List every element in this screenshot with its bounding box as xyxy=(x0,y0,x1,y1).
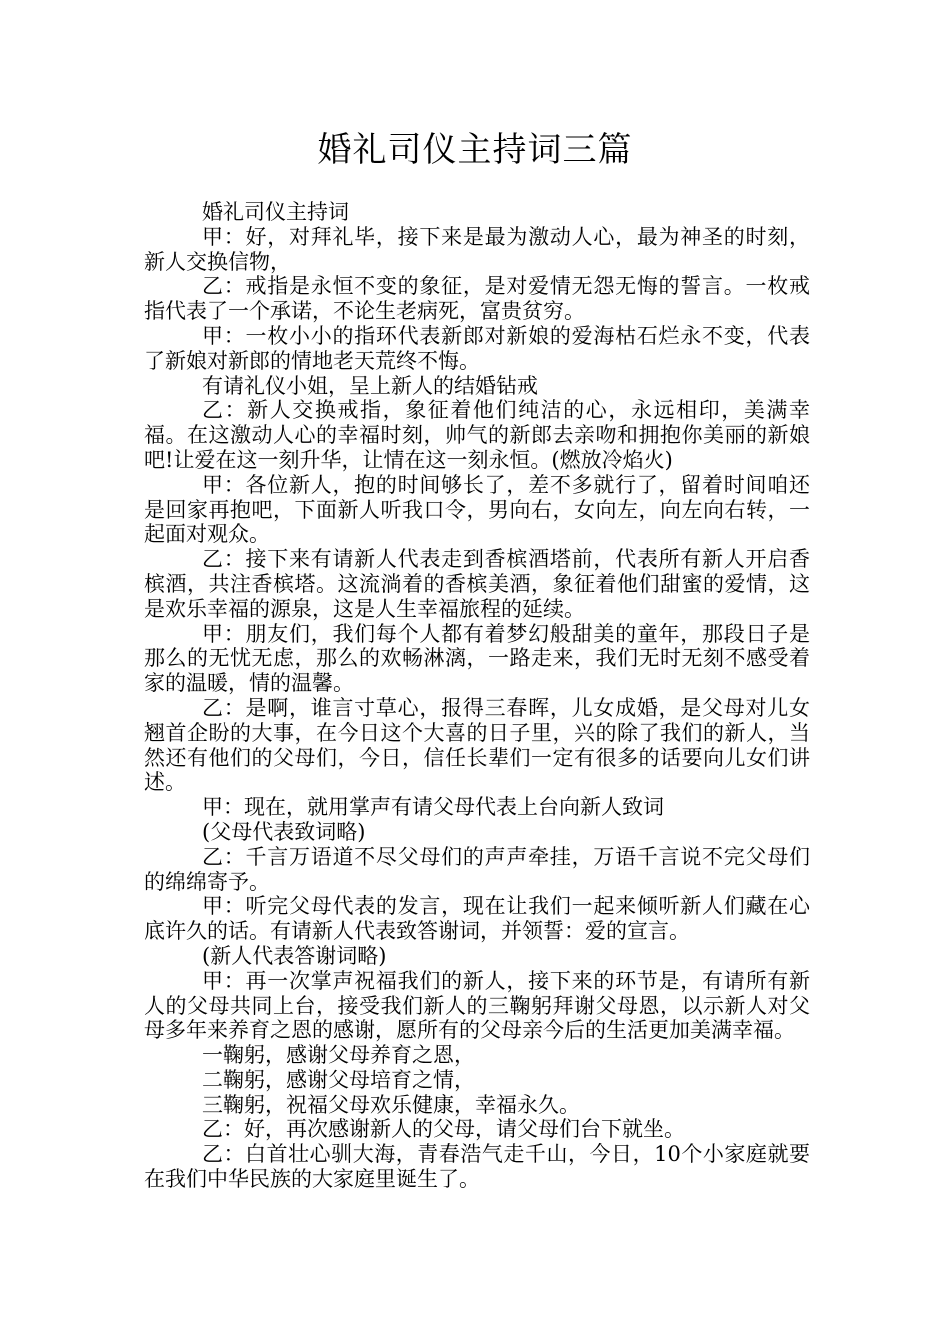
paragraph: 甲：朋友们，我们每个人都有着梦幻般甜美的童年，那段日子是那么的无忧无虑，那么的欢畅淋漓，一路走来，我们无时无刻不感受着家的温暖，情的温馨。 xyxy=(144,621,810,696)
paragraph: 甲：听完父母代表的发言，现在让我们一起来倾听新人们藏在心底许久的话。有请新人代表致答谢词，并领誓：爱的宣言。 xyxy=(144,894,810,944)
paragraph: 乙：白首壮心驯大海，青春浩气走千山，今日，10个小家庭就要在我们中华民族的大家庭里诞生了。 xyxy=(144,1142,810,1192)
paragraph: 乙：千言万语道不尽父母们的声声牵挂，万语千言说不完父母们的绵绵寄予。 xyxy=(144,844,810,894)
paragraph-heading: 婚礼司仪主持词 xyxy=(202,200,349,224)
paragraph: 乙：接下来有请新人代表走到香槟酒塔前，代表所有新人开启香槟酒，共注香槟塔。这流淌着的香槟美酒，象征着他们甜蜜的爱情，这是欢乐幸福的源泉，这是人生幸福旅程的延续。 xyxy=(144,547,810,621)
paragraph: (父母代表致词略) xyxy=(202,819,366,844)
paragraph: 乙：戒指是永恒不变的象征，是对爱情无怨无悔的誓言。一枚戒指代表了一个承诺，不论生老病死，富贵贫穷。 xyxy=(144,274,810,324)
paragraph: 甲：好，对拜礼毕，接下来是最为激动人心，最为神圣的时刻，新人交换信物， xyxy=(144,224,810,274)
document-body xyxy=(144,200,810,1192)
paragraph: 一鞠躬，感谢父母养育之恩， xyxy=(202,1043,475,1068)
paragraph: 有请礼仪小姐，呈上新人的结婚钻戒 xyxy=(202,373,538,398)
paragraph: 甲：一枚小小的指环代表新郎对新娘的爱海枯石烂永不变，代表了新娘对新郎的情地老天荒终不悔。 xyxy=(144,323,810,373)
paragraph: 乙：新人交换戒指，象征着他们纯洁的心，永远相印，美满幸福。在这激动人心的幸福时刻，帅气的新郎去亲吻和拥抱你美丽的新娘吧!让爱在这一刻升华，让情在这一刻永恒。(燃放冷焰火) xyxy=(144,398,810,472)
paragraph: 乙：好，再次感谢新人的父母，请父母们台下就坐。 xyxy=(202,1117,685,1142)
paragraph: 甲：再一次掌声祝福我们的新人，接下来的环节是，有请所有新人的父母共同上台，接受我们新人的三鞠躬拜谢父母恩，以示新人对父母多年来养育之恩的感谢，愿所有的父母亲今后的生活更加美满幸福。 xyxy=(144,968,810,1043)
paragraph: 乙：是啊，谁言寸草心，报得三春晖，儿女成婚，是父母对儿女翘首企盼的大事，在今日这个大喜的日子里，兴的除了我们的新人，当然还有他们的父母们，今日，信任长辈们一定有很多的话要向儿女们讲述。 xyxy=(144,695,810,795)
paragraph: 甲：现在，就用掌声有请父母代表上台向新人致词 xyxy=(202,795,664,820)
document-title: 婚礼司仪主持词三篇 xyxy=(317,130,633,170)
paragraph: 甲：各位新人，抱的时间够长了，差不多就行了，留着时间咱还是回家再抱吧，下面新人听我口令，男向右，女向左，向左向右转，一起面对观众。 xyxy=(144,472,810,547)
paragraph: 三鞠躬，祝福父母欢乐健康，幸福永久。 xyxy=(202,1092,580,1117)
paragraph: (新人代表答谢词略) xyxy=(202,943,387,968)
paragraph: 二鞠躬，感谢父母培育之情， xyxy=(202,1067,475,1092)
